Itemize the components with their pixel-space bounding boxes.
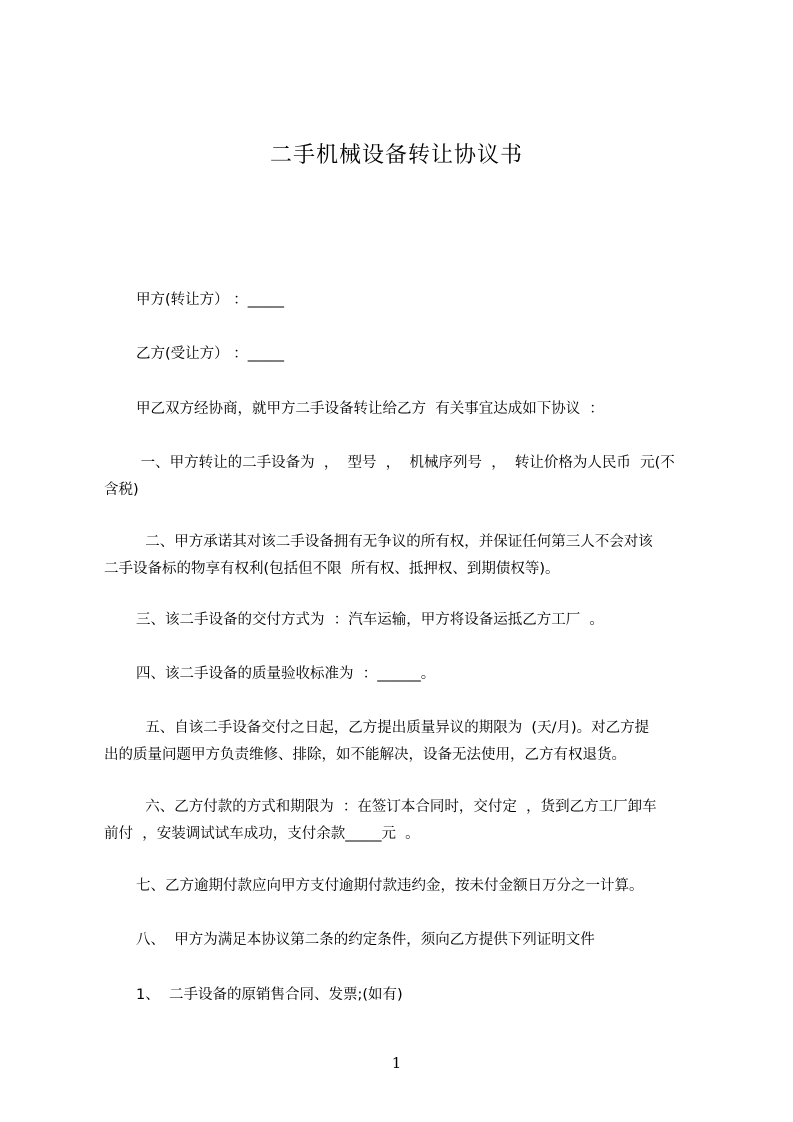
clause-2-line-1: 二、甲方承诺其对该二手设备拥有无争议的所有权，并保证任何第三人不会对该 bbox=[136, 534, 653, 550]
list-item-1: 1、 二手设备的原销售合同、发票;(如有) bbox=[136, 987, 403, 1003]
clause-5-line-1: 五、自该二手设备交付之日起，乙方提出质量异议的期限为 (天/月)。对乙方提 bbox=[136, 720, 650, 736]
clause-1-line-1: 一、甲方转让的二手设备为 ， 型号 ， 机械序列号 ， 转让价格为人民币 元(不 bbox=[136, 455, 675, 471]
clause-1-line-2: 含税) bbox=[104, 482, 139, 498]
page-number: 1 bbox=[391, 1054, 402, 1072]
intro-paragraph: 甲乙双方经协商，就甲方二手设备转让给乙方 有关事宜达成如下协议 ： bbox=[136, 401, 604, 417]
document-title: 二手机械设备转让协议书 bbox=[269, 143, 523, 168]
clause-7: 七、乙方逾期付款应向甲方支付逾期付款违约金，按未付金额日万分之一计算。 bbox=[136, 878, 644, 894]
clause-5-line-2: 出的质量问题甲方负责维修、排除，如不能解决，设备无法使用，乙方有权退货。 bbox=[104, 747, 626, 763]
clause-6-line-1: 六、乙方付款的方式和期限为 ：在签订本合同时，交付定 ，货到乙方工厂卸车 bbox=[136, 799, 657, 815]
clause-4: 四、该二手设备的质量验收标准为 ：______。 bbox=[136, 666, 436, 682]
clause-8: 八、 甲方为满足本协议第二条的约定条件，须向乙方提供下列证明文件 bbox=[136, 932, 595, 948]
clause-6-line-2: 前付 ，安装调试试车成功，支付余款_____元 。 bbox=[104, 826, 420, 842]
party-a-line: 甲方(转让方） ：_____ bbox=[136, 292, 285, 308]
party-b-line: 乙方(受让方） ：_____ bbox=[136, 346, 285, 362]
clause-2-line-2: 二手设备标的物享有权利(包括但不限 所有权、抵押权、到期债权等)。 bbox=[104, 561, 560, 577]
clause-3: 三、该二手设备的交付方式为 ：汽车运输，甲方将设备运抵乙方工厂 。 bbox=[136, 612, 604, 628]
